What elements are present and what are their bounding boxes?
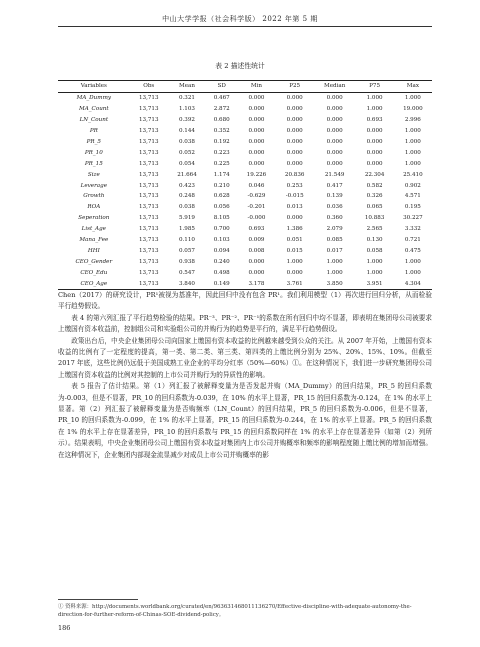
table-cell: 21.664	[177, 171, 197, 178]
table-cell: 0.000	[286, 128, 303, 135]
table-cell: -0.000	[247, 215, 266, 222]
table-cell: 0.392	[178, 117, 195, 124]
body-text	[58, 290, 432, 461]
table-cell: 0.000	[326, 128, 343, 135]
table-cell: 0.000	[286, 269, 303, 276]
journal-header: 中山大学学报（社会科学版） 2022 年第 5 期	[162, 15, 318, 23]
table-cell: 0.000	[326, 160, 343, 167]
table-cell: 0.000	[286, 149, 303, 156]
column-header: P25	[276, 81, 314, 93]
table-cell: 0.094	[213, 247, 230, 254]
table-cell: 13,713	[138, 237, 159, 244]
column-header: Obs	[130, 81, 168, 93]
variable-name-cell: PR_15	[84, 160, 103, 167]
table-cell: 0.013	[286, 204, 303, 211]
table-cell: 0.054	[178, 160, 195, 167]
table-cell: 0.051	[286, 237, 303, 244]
footnote: ① 资料来源：http://documents.worldbank.org/curated/en/963631468011136270/Effective-discipline-with-adequate-autonomy-the-direction-for-further-reform-of-Chinas-SOE-dividend-policy。	[58, 604, 412, 618]
table-row	[58, 245, 432, 256]
table-cell: 0.902	[404, 182, 421, 189]
table-cell: 0.240	[213, 258, 230, 265]
table-cell: 0.000	[366, 139, 383, 145]
table-cell: 1.000	[366, 95, 383, 102]
table-cell: 13,713	[138, 160, 159, 167]
table-row	[58, 93, 432, 104]
table-cell: 2.565	[366, 226, 383, 233]
column-header: Mean	[168, 81, 206, 93]
variable-name-cell: List_Age	[81, 226, 106, 233]
table-cell: 4.571	[404, 193, 421, 200]
table-cell: 3.951	[356, 278, 394, 289]
table-row	[58, 126, 432, 137]
table-cell: 0.000	[326, 117, 343, 124]
table-row	[58, 267, 432, 278]
table-cell: 0.721	[404, 237, 421, 244]
table-cell: 1.000	[404, 95, 421, 102]
table-cell: 0.065	[366, 204, 383, 211]
table-cell: 0.938	[178, 258, 195, 265]
table-cell: 1.985	[178, 226, 195, 233]
table-cell: 22.304	[364, 171, 385, 178]
variable-name-cell: PR_5	[86, 139, 101, 145]
table-cell: 0.015	[286, 247, 303, 254]
table-cell: 3.761	[276, 278, 314, 289]
variable-name-cell: HHI	[87, 247, 100, 254]
table-cell: 1.174	[213, 171, 230, 178]
paragraph: 政策出台后，中央企业集团母公司向国家上缴国有资本收益的比例越来越受到公众的关注。从 2007 年开始，上缴国有资本收益的比例有了一定程度的提高，第一类、第二类、第三类、第四类的上缴比例分别为 25%、20%、15%、10%。但截至 2017 年底，这些比例仍远低于美国成熟工业企业的平均分红率（50%—60%）①。在这种情况下，我们进一步研究集团母公司上缴国有资本收益的比例对其控制的上市公司并购行为的异质性的影响。	[58, 336, 432, 379]
table-cell: 1.386	[286, 226, 303, 233]
table-row	[58, 180, 432, 191]
variable-name-cell: CEO_Gender	[75, 258, 113, 265]
table-cell: 3.178	[237, 278, 275, 289]
table-cell: 13,713	[138, 171, 159, 178]
table-cell: 0.360	[326, 215, 343, 222]
table-cell: 0.000	[286, 215, 303, 222]
table-cell: 1.000	[366, 106, 383, 113]
table-cell: 0.423	[178, 182, 195, 189]
table-body	[58, 93, 432, 290]
table-cell: 0.052	[178, 149, 195, 156]
variable-name-cell: Leverage	[80, 182, 108, 189]
table-cell: 20.836	[284, 171, 305, 178]
table-cell: 1.000	[404, 139, 421, 145]
column-header: Max	[394, 81, 432, 93]
table-cell: 13,713	[138, 139, 159, 145]
table-cell: 3.850	[314, 278, 356, 289]
table-cell: 19.226	[246, 171, 267, 178]
descriptive-statistics-table	[58, 80, 432, 290]
table-cell: 0.680	[213, 117, 230, 124]
table-cell: 13,713	[138, 258, 159, 265]
table-cell: 1.000	[404, 149, 421, 156]
table-cell: 0.057	[178, 247, 195, 254]
table-cell: 0.000	[366, 128, 383, 135]
variable-name-cell: PR	[89, 128, 98, 135]
table-cell: 0.056	[213, 204, 230, 211]
table-cell: 0.130	[366, 237, 383, 244]
table-cell: 0.000	[248, 139, 265, 145]
column-header: SD	[206, 81, 237, 93]
table-cell: 0.700	[213, 226, 230, 233]
table-cell: 0.038	[178, 139, 195, 145]
table-cell: 0.000	[326, 95, 343, 102]
table-cell: 0.000	[286, 139, 303, 145]
table-cell: 8.105	[213, 215, 230, 222]
table-cell: 30.227	[403, 215, 423, 222]
table-cell: 0.000	[286, 95, 303, 102]
table-cell: 0.017	[326, 247, 343, 254]
table-cell: 0.192	[213, 139, 230, 145]
table-cell: 0.000	[326, 106, 343, 113]
column-header: Min	[237, 81, 275, 93]
table-cell: 0.000	[248, 106, 265, 113]
table-row	[58, 137, 432, 148]
table-cell: 2.996	[404, 117, 421, 124]
table-cell: 0.693	[248, 226, 265, 233]
table-cell: 0.000	[366, 160, 383, 167]
table-cell: 13,713	[138, 204, 159, 211]
table-cell: 0.046	[248, 182, 265, 189]
table-cell: 1.000	[326, 269, 343, 276]
table-cell: 0.195	[404, 204, 421, 211]
table-row	[58, 115, 432, 126]
table-cell: 0.248	[178, 193, 195, 200]
variable-name-cell: Mana_Fee	[79, 237, 109, 244]
paragraph: Chen（2017）的研究设计，PR¹被视为基准年，因此回归中没有包含 PR¹。我们利用模型（1）再次进行回归分析，从而检验平行趋势假设。	[58, 291, 432, 311]
table-cell: 13,713	[138, 149, 159, 156]
table-row	[58, 213, 432, 224]
table-row	[58, 278, 432, 289]
table-cell: 19.000	[403, 106, 423, 113]
table-cell: -0.629	[247, 193, 266, 200]
table-cell: 0.000	[248, 128, 265, 135]
table-cell: 1.000	[404, 258, 421, 265]
table-row	[58, 256, 432, 267]
table-cell: 2.872	[213, 106, 230, 113]
paragraph: 表 4 的第六列汇报了平行趋势检验的结果。PR⁻³、PR⁻²、PR⁻¹的系数在所有回归中均不显著，即表明在集团母公司被要求上缴国有资本收益前，控制组公司和实验组公司的并购行为的趋势是平行的，满足平行趋势假设。	[58, 313, 432, 334]
table-cell: 2.079	[326, 226, 343, 233]
table-cell: 0.000	[248, 160, 265, 167]
variable-name-cell: Size	[87, 171, 100, 178]
table-cell: 0.000	[326, 139, 343, 145]
variable-name-cell: CEO_Age	[58, 278, 130, 289]
variable-name-cell: MA_Count	[78, 106, 109, 113]
table-cell: 0.000	[248, 95, 265, 102]
table-cell: 4.304	[394, 278, 432, 289]
column-header: Variables	[58, 81, 130, 93]
variable-name-cell: CEO_Edu	[80, 269, 108, 276]
variable-name-cell: PR_10	[84, 149, 103, 156]
table-cell: 13,713	[138, 269, 159, 276]
table-cell: 1.000	[286, 258, 303, 265]
table-row	[58, 235, 432, 246]
table-cell: 0.000	[366, 149, 383, 156]
table-cell: 0.210	[213, 182, 230, 189]
table-caption: 表 2 描述性统计	[215, 62, 265, 70]
table-cell: 0.103	[213, 237, 230, 244]
table-row	[58, 202, 432, 213]
table-cell: 13,713	[138, 193, 159, 200]
table-cell: 0.223	[213, 149, 230, 156]
table-cell: 0.036	[326, 204, 343, 211]
table-cell: 0.008	[248, 247, 265, 254]
variable-name-cell: ROA	[87, 204, 101, 211]
table-cell: 0.321	[178, 95, 195, 102]
table-cell: 0.253	[286, 182, 303, 189]
table-cell: 0.149	[206, 278, 237, 289]
table-row	[58, 169, 432, 180]
table-cell: 0.000	[248, 117, 265, 124]
table-cell: 0.467	[213, 95, 230, 102]
table-row	[58, 104, 432, 115]
table-cell: 1.000	[326, 258, 343, 265]
table-cell: -0.015	[285, 193, 304, 200]
table-cell: -0.201	[247, 204, 266, 211]
table-cell: 1.103	[178, 106, 195, 113]
table-cell: 13,713	[138, 117, 159, 124]
header-rule	[58, 26, 432, 27]
table-cell: 0.498	[213, 269, 230, 276]
table-cell: 1.000	[404, 128, 421, 135]
table-cell: 0.009	[248, 237, 265, 244]
table-cell: 13,713	[138, 106, 159, 113]
variable-name-cell: LN_Count	[79, 117, 109, 124]
table-cell: 13,713	[130, 278, 168, 289]
column-header: P75	[356, 81, 394, 93]
table-cell: 0.000	[286, 106, 303, 113]
table-cell: 0.475	[404, 247, 421, 254]
table-cell: 10.883	[364, 215, 385, 222]
table-cell: 0.628	[213, 193, 230, 200]
variable-name-cell: MA_Dummy	[76, 95, 112, 102]
table-cell: 0.085	[326, 237, 343, 244]
table-header-row	[58, 81, 432, 93]
variable-name-cell: Seperation	[78, 215, 110, 222]
table-cell: 21.549	[324, 171, 345, 178]
column-header: Median	[314, 81, 356, 93]
table-cell: 0.144	[178, 128, 195, 135]
table-cell: 0.000	[248, 149, 265, 156]
table-cell: 1.000	[366, 269, 383, 276]
table-cell: 0.225	[213, 160, 230, 167]
table-row	[58, 158, 432, 169]
table-cell: 0.000	[248, 269, 265, 276]
table-row	[58, 224, 432, 235]
paragraph: 表 5 报告了估计结果。第（1）列汇报了被解释变量为是否发起并购（MA_Dummy）的回归结果，PR_5 的回归系数为-0.003，但是不显著，PR_10 的回归系数为-0.039，在 10% 的水平上显著，PR_15 的回归系数为-0.124，在 1% 的水平上显著。第（2）列汇报了被解释变量为是否购频率（LN_Count）的回归结果，PR_5 的回归系数为-0.006，但是不显著，PR_10 的回归系数为-0.099，在 1% 的水平上显著，PR_15 的回归系数为-0.244，在 1% 的水平上显著。PR_5 的回归系数在 1% 的水平上存在显著差异，PR_10 的回归系数与 PR_15 的回归系数同样在 1% 的水平上存在显著差异（如第（2）列所示）。结果表明，中央企业集团母公司上缴国有资本收益对集团内上市公司并购概率和频率的影响程度随上缴比例的增加而增强。在这种情况下，企业集团内部现金流显减少对成员上市公司并购概率的影	[58, 382, 432, 459]
table-cell: 0.693	[366, 117, 383, 124]
table-row	[58, 191, 432, 202]
table-cell: 0.139	[326, 193, 343, 200]
table-cell: 0.000	[286, 117, 303, 124]
table-cell: 0.058	[366, 247, 383, 254]
table-cell: 3.332	[404, 226, 421, 233]
table-cell: 3.840	[168, 278, 206, 289]
table-cell: 0.110	[178, 237, 195, 244]
table-cell: 0.582	[366, 182, 383, 189]
table-cell: 1.000	[404, 269, 421, 276]
table-cell: 0.000	[286, 160, 303, 167]
variable-name-cell: Growth	[83, 193, 105, 200]
page-number: 186	[58, 624, 71, 632]
table-cell: 1.000	[404, 160, 421, 167]
table-cell: 5.919	[178, 215, 195, 222]
table-row	[58, 147, 432, 158]
table-cell: 1.000	[366, 258, 383, 265]
table-cell: 0.326	[366, 193, 383, 200]
table-cell: 0.000	[248, 258, 265, 265]
table-cell: 13,713	[138, 226, 159, 233]
table-cell: 0.417	[326, 182, 343, 189]
table-cell: 13,713	[138, 128, 159, 135]
table-cell: 0.547	[178, 269, 195, 276]
table-cell: 13,713	[138, 95, 159, 102]
footnote-rule	[58, 599, 138, 600]
table-cell: 0.352	[213, 128, 230, 135]
table-cell: 13,713	[138, 247, 159, 254]
table-cell: 13,713	[138, 215, 159, 222]
table-cell: 25.410	[403, 171, 423, 178]
table-cell: 0.000	[326, 149, 343, 156]
table-cell: 13,713	[138, 182, 159, 189]
table-cell: 0.038	[178, 204, 195, 211]
